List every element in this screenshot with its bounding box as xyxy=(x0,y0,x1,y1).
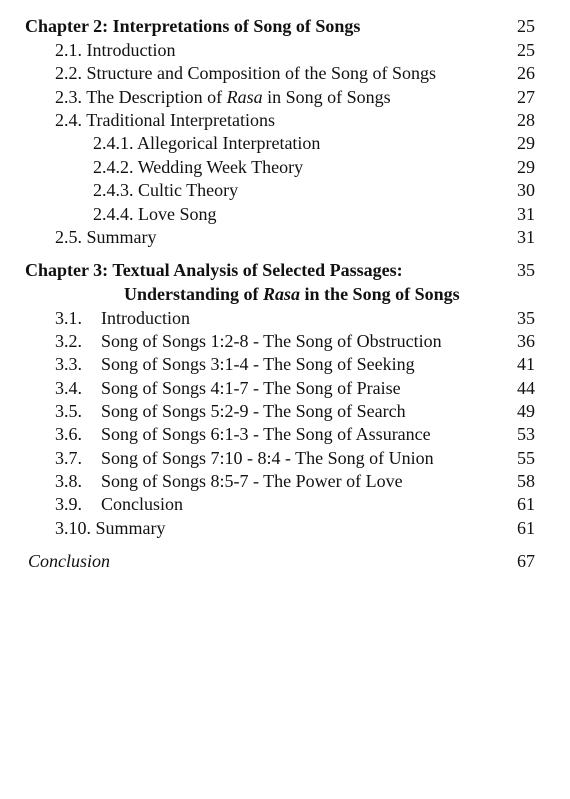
toc-conclusion xyxy=(0,549,570,573)
entry-title: Song of Songs 5:2-9 - The Song of Search xyxy=(101,401,406,421)
entry-page: 29 xyxy=(517,133,535,153)
entry-title: Song of Songs 7:10 - 8:4 - The Song of Union xyxy=(101,448,434,468)
toc-entry-3-1 xyxy=(0,306,570,330)
entry-page: 55 xyxy=(517,448,535,468)
entry-title: Introduction xyxy=(101,308,190,328)
toc-entry-2-1 xyxy=(0,38,570,62)
toc-entry-2-4-2 xyxy=(0,155,570,179)
entry-number: 3.7. xyxy=(55,448,82,468)
entry-page: 49 xyxy=(517,401,535,421)
entry-number: 2.1. xyxy=(55,40,82,60)
entry-page: 53 xyxy=(517,424,535,444)
entry-number: 3.1. xyxy=(55,308,82,328)
entry-title: Song of Songs 1:2-8 - The Song of Obstruction xyxy=(101,331,442,351)
entry-number: 2.4.2. xyxy=(93,157,134,177)
entry-page: 61 xyxy=(517,494,535,514)
entry-title: Structure and Composition of the Song of Songs xyxy=(86,63,436,83)
entry-title: Song of Songs 8:5-7 - The Power of Love xyxy=(101,471,403,491)
entry-page: 35 xyxy=(517,308,535,328)
entry-page: 58 xyxy=(517,471,535,491)
chapter-3-page: 35 xyxy=(517,260,535,280)
entry-number: 3.9. xyxy=(55,494,82,514)
rasa-term: Rasa xyxy=(263,284,301,304)
entry-title: Introduction xyxy=(86,40,176,60)
chapter-3-subtitle: Understanding of Rasa in the Song of Songs xyxy=(124,284,460,304)
entry-page: 26 xyxy=(517,63,535,83)
entry-title: Song of Songs 3:1-4 - The Song of Seeking xyxy=(101,354,415,374)
toc-entry-3-4 xyxy=(0,376,570,400)
toc-entry-2-4-3 xyxy=(0,178,570,202)
entry-title: Allegorical Interpretation xyxy=(137,133,321,153)
entry-number: 3.5. xyxy=(55,401,82,421)
chapter-2-title: Chapter 2: Interpretations of Song of Songs xyxy=(25,16,361,36)
entry-number: 2.4.4. xyxy=(93,204,134,224)
rasa-term: Rasa xyxy=(226,87,263,107)
toc-entry-3-7 xyxy=(0,446,570,470)
entry-number: 2.4.1. xyxy=(93,133,134,153)
entry-page: 31 xyxy=(517,204,535,224)
entry-title: Love Song xyxy=(138,204,217,224)
conclusion-page: 67 xyxy=(517,551,535,571)
entry-title: Wedding Week Theory xyxy=(137,157,304,177)
entry-number: 3.6. xyxy=(55,424,82,444)
chapter-2-page: 25 xyxy=(517,16,535,36)
entry-page: 29 xyxy=(517,157,535,177)
entry-title: Cultic Theory xyxy=(138,180,239,200)
entry-number: 2.5. xyxy=(55,227,82,247)
entry-page: 41 xyxy=(517,354,535,374)
toc-entry-2-4-4 xyxy=(0,202,570,226)
entry-page: 31 xyxy=(517,227,535,247)
toc-entry-3-5 xyxy=(0,399,570,423)
toc-entry-2-4 xyxy=(0,108,570,132)
entry-number: 2.4. xyxy=(55,110,82,130)
toc-chapter-3 xyxy=(0,258,570,282)
entry-title: Traditional Interpretations xyxy=(86,110,275,130)
toc-entry-2-2 xyxy=(0,61,570,85)
toc-entry-2-5 xyxy=(0,225,570,249)
entry-page: 44 xyxy=(517,378,535,398)
entry-title: Song of Songs 4:1-7 - The Song of Praise xyxy=(101,378,401,398)
toc-chapter-2 xyxy=(0,14,570,38)
chapter-3-title: Chapter 3: Textual Analysis of Selected Passages: xyxy=(25,260,403,280)
entry-page: 30 xyxy=(517,180,535,200)
entry-page: 36 xyxy=(517,331,535,351)
toc-entry-3-9 xyxy=(0,492,570,516)
entry-title: Conclusion xyxy=(101,494,184,514)
toc-entry-3-6 xyxy=(0,422,570,446)
toc-chapter-3-subtitle xyxy=(0,282,570,306)
conclusion-title: Conclusion xyxy=(28,551,111,571)
entry-number: 2.4.3. xyxy=(93,180,134,200)
entry-title: Summary xyxy=(86,227,157,247)
entry-title: Song of Songs 6:1-3 - The Song of Assurance xyxy=(101,424,431,444)
entry-number: 3.2. xyxy=(55,331,82,351)
entry-page: 25 xyxy=(517,40,535,60)
entry-number: 2.3. xyxy=(55,87,82,107)
entry-number: 2.2. xyxy=(55,63,82,83)
entry-number: 3.10. xyxy=(55,518,91,538)
toc-entry-3-2 xyxy=(0,329,570,353)
toc-entry-3-3 xyxy=(0,352,570,376)
entry-page: 61 xyxy=(517,518,535,538)
toc-entry-2-4-1 xyxy=(0,131,570,155)
entry-page: 28 xyxy=(517,110,535,130)
entry-page: 27 xyxy=(517,87,535,107)
entry-title: Summary xyxy=(95,518,166,538)
toc-entry-3-10 xyxy=(0,516,570,540)
entry-title: The Description of Rasa in Song of Songs xyxy=(86,87,391,107)
toc-entry-3-8 xyxy=(0,469,570,493)
entry-number: 3.3. xyxy=(55,354,82,374)
entry-number: 3.8. xyxy=(55,471,82,491)
toc-entry-2-3 xyxy=(0,85,570,109)
entry-number: 3.4. xyxy=(55,378,82,398)
